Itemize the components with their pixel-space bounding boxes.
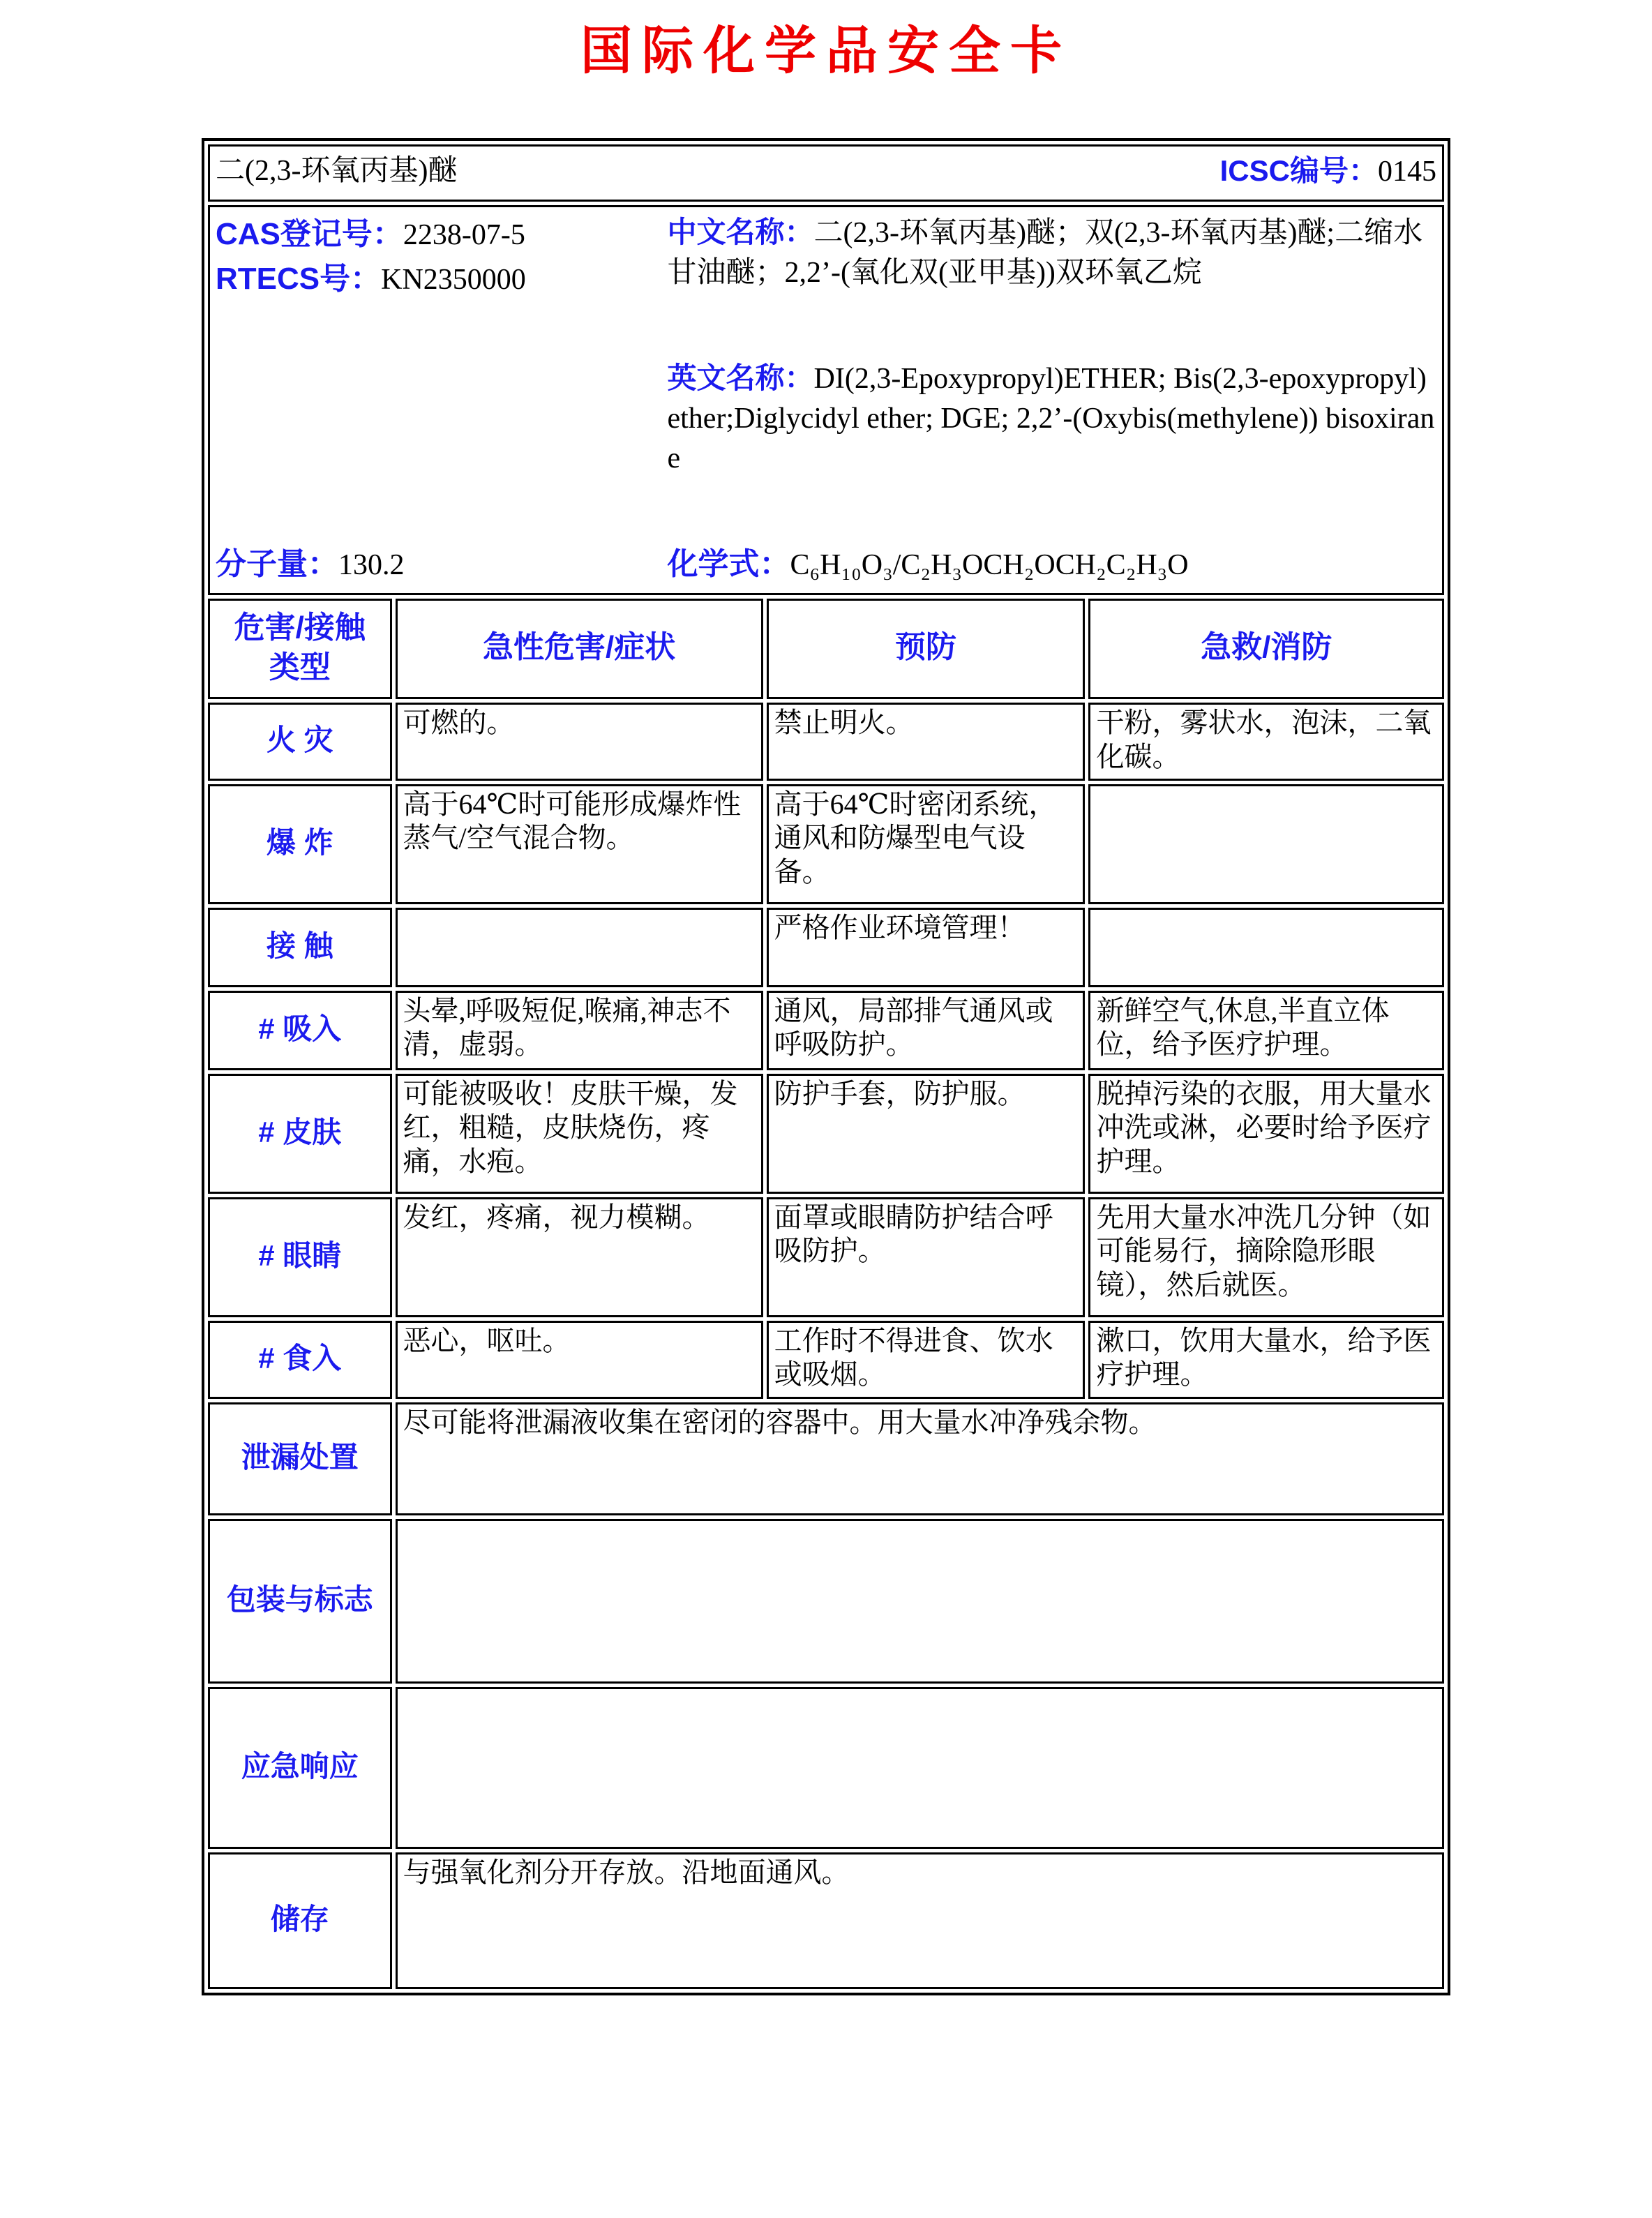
identity-right-column (668, 209, 1437, 589)
rtecs-label: RTECS号： (216, 262, 382, 297)
storage-content: 与强氧化剂分开存放。沿地面通风。 (396, 1852, 1444, 1989)
molecular-weight-value: 130.2 (338, 548, 405, 581)
chemical-name: 二(2,3-环氧丙基)醚 (216, 155, 458, 188)
skin-response: 脱掉污染的衣服，用大量水冲洗或淋，必要时给予医疗护理。 (1088, 1074, 1444, 1194)
explosion-response (1088, 784, 1444, 904)
contact-symptom (396, 908, 763, 987)
eyes-prevention: 面罩或眼睛防护结合呼吸防护。 (767, 1197, 1086, 1317)
fire-response: 干粉，雾状水，泡沫，二氧化碳。 (1088, 703, 1444, 781)
skin-prevention: 防护手套，防护服。 (767, 1074, 1086, 1194)
table-row-skin (208, 1074, 1444, 1194)
identity-row (208, 205, 1444, 595)
ingestion-symptom: 恶心，呕吐。 (396, 1321, 763, 1399)
molecular-weight-label: 分子量： (216, 546, 338, 581)
row-label-inhalation: # 吸入 (208, 991, 392, 1070)
english-name (668, 359, 1437, 478)
row-label-spill-disposal: 泄漏处置 (208, 1402, 392, 1515)
icsc-number-value: 0145 (1378, 156, 1436, 188)
spill-disposal-content: 尽可能将泄漏液收集在密闭的容器中。用大量水冲净残余物。 (396, 1402, 1444, 1515)
table-row-eyes (208, 1197, 1444, 1317)
fire-symptom: 可燃的。 (396, 703, 763, 781)
ingestion-prevention: 工作时不得进食、饮水或吸烟。 (767, 1321, 1086, 1399)
english-name-label: 英文名称： (667, 361, 814, 395)
icsc-number (1220, 153, 1436, 190)
hazard-header-symptom: 急性危害/症状 (396, 599, 763, 699)
cas-value: 2238-07-5 (403, 219, 525, 251)
rtecs-value: KN2350000 (381, 264, 526, 297)
emergency-response-content (396, 1687, 1444, 1849)
eyes-symptom: 发红，疼痛，视力模糊。 (396, 1197, 763, 1317)
cas-registry (216, 216, 668, 253)
skin-symptom: 可能被吸收！皮肤干燥，发红，粗糙，皮肤烧伤，疼痛，水疱。 (396, 1074, 763, 1194)
hazard-header-type-line2: 类型 (269, 650, 331, 684)
table-row-storage (208, 1852, 1444, 1989)
card-header-row (208, 144, 1444, 202)
row-label-contact: 接 触 (208, 908, 392, 987)
table-row-ingestion (208, 1321, 1444, 1399)
cas-label: CAS登记号： (216, 217, 403, 251)
row-label-eyes: # 眼睛 (208, 1197, 392, 1317)
ingestion-response: 漱口，饮用大量水，给予医疗护理。 (1088, 1321, 1444, 1399)
row-label-storage: 储存 (208, 1852, 392, 1989)
fire-prevention: 禁止明火。 (767, 703, 1086, 781)
table-row-fire (208, 703, 1444, 781)
eyes-response: 先用大量水冲洗几分钟（如可能易行，摘除隐形眼镜），然后就医。 (1088, 1197, 1444, 1317)
table-row-packing-labelling (208, 1519, 1444, 1684)
chinese-name (668, 213, 1437, 292)
identity-cell (208, 205, 1444, 595)
chinese-name-label: 中文名称： (667, 216, 814, 248)
table-row-inhalation (208, 991, 1444, 1070)
explosion-prevention: 高于64℃时密闭系统，通风和防爆型电气设备。 (767, 784, 1086, 904)
rtecs (216, 260, 668, 298)
table-row-emergency-response (208, 1687, 1444, 1849)
row-label-skin: # 皮肤 (208, 1074, 392, 1194)
table-row-explosion (208, 784, 1444, 904)
explosion-symptom: 高于64℃时可能形成爆炸性蒸气/空气混合物。 (396, 784, 763, 904)
row-label-fire: 火 灾 (208, 703, 392, 781)
icsc-card-table (202, 138, 1450, 1995)
packing-labelling-content (396, 1519, 1444, 1684)
table-row-spill-disposal (208, 1402, 1444, 1515)
card-header-cell (208, 144, 1444, 202)
icsc-card-page (0, 10, 1652, 1995)
chemical-formula (668, 546, 1437, 583)
chinese-name-value: 二(2,3-环氧丙基)醚；双(2,3-环氧丙基)醚;二缩水甘油醚；2,2’-(氧化双(亚甲基))双环氧乙烷 (667, 217, 1423, 289)
table-row-contact (208, 908, 1444, 987)
chemical-formula-label: 化学式： (667, 546, 790, 581)
row-label-explosion: 爆 炸 (208, 784, 392, 904)
contact-response (1088, 908, 1444, 987)
chemical-formula-value: C₆H₁₀O₃/C₂H₃OCH₂OCH₂C₂H₃O (790, 548, 1189, 581)
hazard-header-type-line1: 危害/接触 (234, 610, 366, 645)
inhalation-prevention: 通风，局部排气通风或呼吸防护。 (767, 991, 1086, 1070)
inhalation-response: 新鲜空气,休息,半直立体位，给予医疗护理。 (1088, 991, 1444, 1070)
row-label-packing-labelling: 包装与标志 (208, 1519, 392, 1684)
hazard-header-type (208, 599, 392, 699)
inhalation-symptom: 头晕,呼吸短促,喉痛,神志不清，虚弱。 (396, 991, 763, 1070)
identity-left-column (216, 209, 668, 589)
hazard-header-response: 急救/消防 (1088, 599, 1444, 699)
page-title: 国际化学品安全卡 (580, 23, 1072, 80)
molecular-weight (216, 546, 668, 583)
row-label-emergency-response: 应急响应 (208, 1687, 392, 1849)
english-name-value: DI(2,3-Epoxypropyl)ETHER; Bis(2,3-epoxypropyl)ether;Diglycidyl ether; DGE; 2,2’-(Oxybis(methylene)) bisoxirane (667, 363, 1435, 474)
contact-prevention: 严格作业环境管理！ (767, 908, 1086, 987)
hazard-header-row (208, 599, 1444, 699)
hazard-header-prevention: 预防 (767, 599, 1086, 699)
row-label-ingestion: # 食入 (208, 1321, 392, 1399)
icsc-number-label: ICSC编号： (1219, 154, 1378, 188)
